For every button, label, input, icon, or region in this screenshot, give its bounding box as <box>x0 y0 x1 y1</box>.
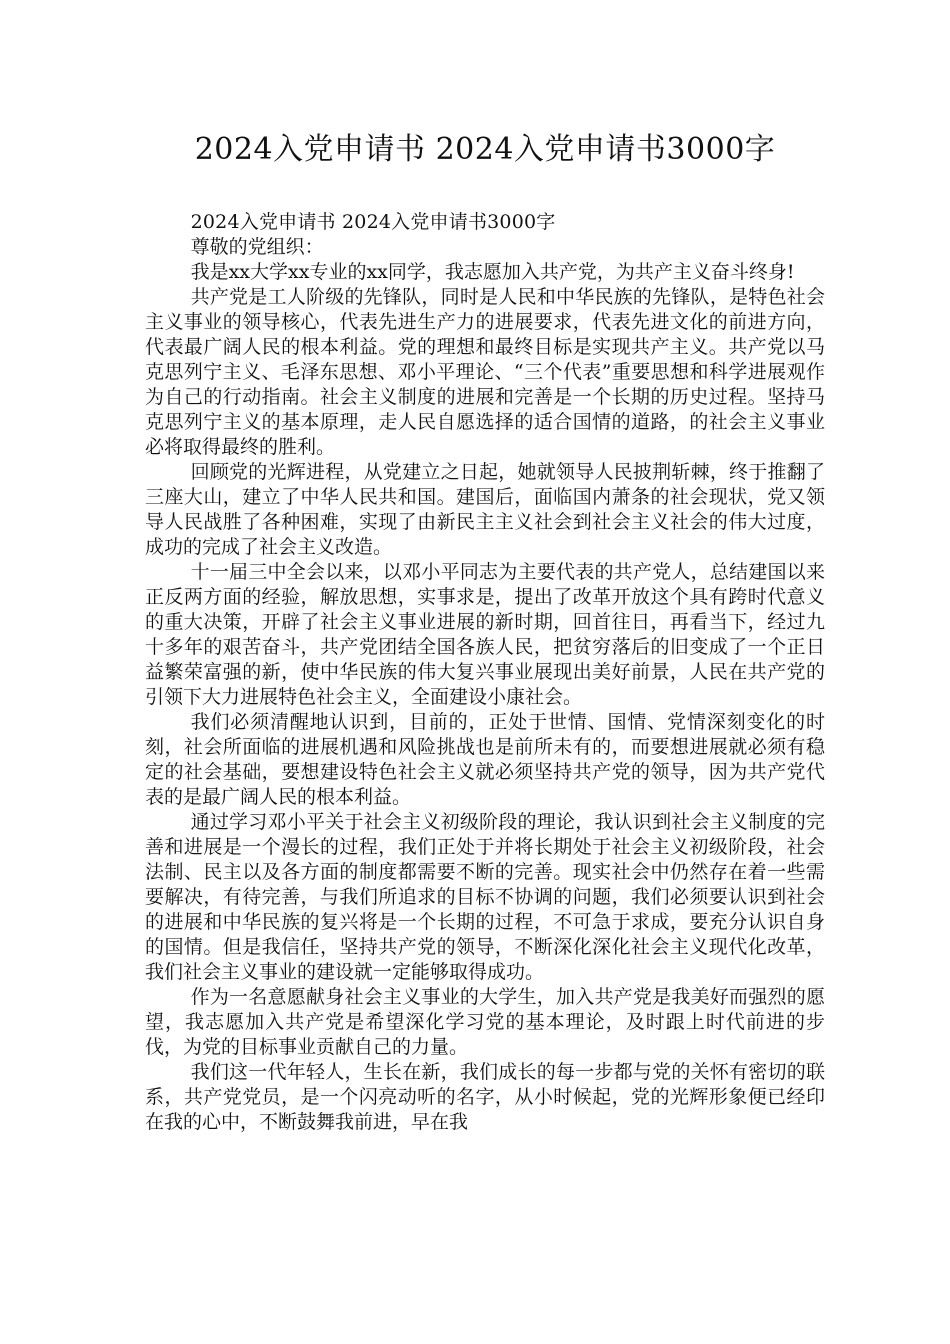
paragraph-body-7: 我们这一代年轻人，生长在新，我们成长的每一步都与党的关怀有密切的联系，共产党党员，是一个闪亮动听的名字，从小时候起，党的光辉形象便已经印在我的心中，不断鼓舞我前进，早在我 <box>145 1061 825 1133</box>
paragraph-heading-repeat: 2024入党申请书 2024入党申请书3000字 <box>190 211 556 233</box>
document-page <box>145 128 825 1135</box>
paragraph-body-1: 共产党是工人阶级的先锋队，同时是人民和中华民族的先锋队，是特色社会主义事业的领导核心，代表先进生产力的进展要求，代表先进文化的前进方向，代表最广阔人民的根本利益。党的理想和最终目标是实现共产主义。共产党以马克思列宁主义、毛泽东思想、邓小平理论、“三个代表”重要思想和科学进展观作为自己的行动指南。社会主义制度的进展和完善是一个长期的历史过程。坚持马克思列宁主义的基本原理，走人民自愿选择的适合国情的道路，的社会主义事业必将取得最终的胜利。 <box>145 286 825 458</box>
paragraph-body-6: 作为一名意愿献身社会主义事业的大学生，加入共产党是我美好而强烈的愿望，我志愿加入共产党是希望深化学习党的基本理论，及时跟上时代前进的步伐，为党的目标事业贡献自己的力量。 <box>145 986 825 1058</box>
paragraph-body-4: 我们必须清醒地认识到，目前的，正处于世情、国情、党情深刻变化的时刻，社会所面临的进展机遇和风险挑战也是前所未有的，而要想进展就必须有稳定的社会基础，要想建设特色社会主义就必须坚持共产党的领导，因为共产党代表的是最广阔人民的根本利益。 <box>145 711 825 808</box>
paragraph-salutation: 尊敬的党组织： <box>190 236 324 258</box>
document-title: 2024入党申请书 2024入党申请书3000字 <box>194 132 776 167</box>
paragraph-body-3: 十一届三中全会以来，以邓小平同志为主要代表的共产党人，总结建国以来正反两方面的经验，解放思想，实事求是，提出了改革开放这个具有跨时代意义的重大决策，开辟了社会主义事业进展的新时期，回首往日，再看当下，经过九十多年的艰苦奋斗，共产党团结全国各族人民，把贫穷落后的旧变成了一个正日益繁荣富强的新，使中华民族的伟大复兴事业展现出美好前景，人民在共产党的引领下大力进展特色社会主义，全面建设小康社会。 <box>145 561 825 708</box>
paragraph-body-5: 通过学习邓小平关于社会主义初级阶段的理论，我认识到社会主义制度的完善和进展是一个漫长的过程，我们正处于并将长期处于社会主义初级阶段，社会法制、民主以及各方面的制度都需要不断的完善。现实社会中仍然存在着一些需要解决，有待完善，与我们所追求的目标不协调的问题，我们必须要认识到社会的进展和中华民族的复兴将是一个长期的过程，不可急于求成，要充分认识自身的国情。但是我信任，坚持共产党的领导，不断深化深化社会主义现代化改革，我们社会主义事业的建设就一定能够取得成功。 <box>145 811 825 983</box>
paragraph-body-2: 回顾党的光辉进程，从党建立之日起，她就领导人民披荆斩棘，终于推翻了三座大山，建立了中华人民共和国。建国后，面临国内萧条的社会现状，党又领导人民战胜了各种困难，实现了由新民主主义社会到社会主义社会的伟大过度，成功的完成了社会主义改造。 <box>145 461 825 558</box>
paragraph-intro: 我是xx大学xx专业的xx同学，我志愿加入共产党，为共产主义奋斗终身! <box>190 261 795 283</box>
